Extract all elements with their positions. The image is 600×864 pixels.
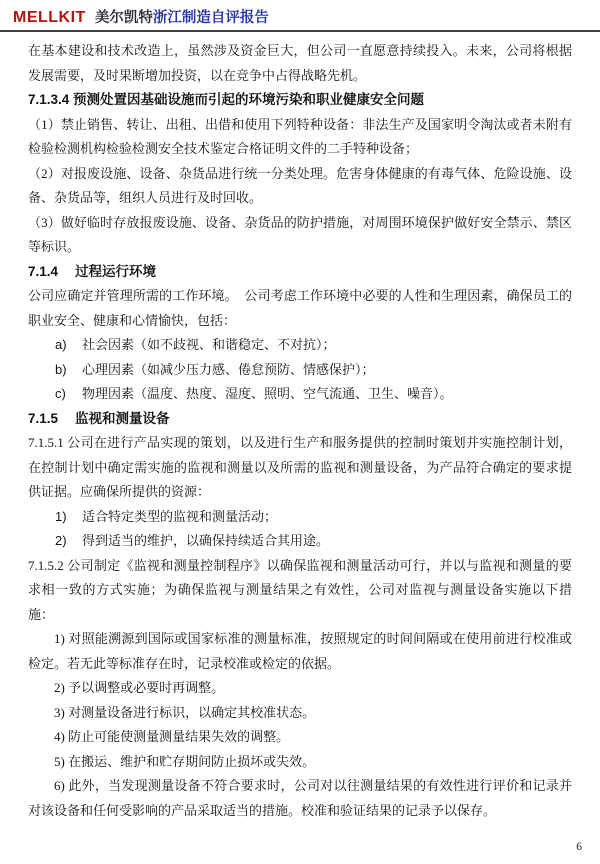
intro-paragraph: 在基本建设和技术改造上，虽然涉及资金巨大，但公司一直愿意持续投入。未来，公司将根据发展需要，及时果断增加投资，以在竞争中占得战略先机。: [28, 43, 572, 83]
company-logo: MELLKIT: [13, 9, 86, 26]
paragraph-7-1-5-2: 7.1.5.2 公司制定《监视和测量控制程序》以确保监视和测量活动可行，并以与监视和测量的要求相一致的方式实施；为确保监视与测量结果之有效性，公司对监视与测量设备实施以下措施：: [28, 557, 572, 622]
section-title: 监视和测量设备: [75, 410, 170, 426]
list-item: [55, 505, 572, 530]
section-heading-7-1-5: [28, 407, 572, 432]
list-item-label: 1): [55, 508, 67, 524]
item-paragraph-2: （2）对报废设施、设备、杂货品进行统一分类处理。危害身体健康的有毒气体、危险设施、设备、杂货品等，组织人员进行及时回收。: [28, 165, 572, 205]
measure-paragraph-3: 3) 对测量设备进行标识，以确定其校准状态。: [54, 704, 316, 720]
measure-paragraph-6: 6) 此外，当发现测量设备不符合要求时，公司对以往测量结果的有效性进行评价和记录并对该设备和任何受影响的产品采取适当的措施。校准和验证结果的记录予以保存。: [28, 778, 572, 818]
section-heading-7-1-4: [28, 260, 572, 285]
item-paragraph-1: （1）禁止销售、转让、出租、出借和使用下列特种设备：非法生产及国家明令淘汰或者未附有检验检测机构检验检测安全技术鉴定合格证明文件的二手特种设备；: [28, 116, 572, 156]
list-item-label: b): [55, 361, 67, 377]
item-paragraph-3: （3）做好临时存放报废设施、设备、杂货品的防护措施，对周围环境保护做好安全禁示、禁区等标识。: [28, 214, 572, 254]
document-body: [0, 32, 600, 823]
list-item: [55, 358, 572, 383]
brand-name: 美尔凯特: [94, 10, 153, 26]
list-item-text: 得到适当的维护，以确保持续适合其用途。: [82, 533, 330, 548]
list-item: [55, 529, 572, 554]
list-item-text: 心理因素（如减少压力感、倦怠预防、情感保护）；: [82, 361, 375, 377]
list-item-label: c): [55, 386, 66, 401]
list-item-label: 2): [55, 533, 67, 548]
list-item-text: 适合特定类型的监视和测量活动；: [82, 508, 278, 524]
page-header: [0, 0, 600, 27]
list-item-text: 物理因素（温度、热度、湿度、照明、空气流通、卫生、噪音）。: [82, 386, 453, 401]
section-title: 过程运行环境: [75, 263, 157, 279]
document-title: 浙江制造自评报告: [152, 10, 269, 26]
list-item: [55, 382, 572, 407]
measure-paragraph-2: 2) 予以调整或必要时再调整。: [54, 680, 225, 695]
list-item-text: 社会因素（如不歧视、和谐稳定、不对抗）；: [82, 337, 336, 352]
section-heading-7-1-3-4: 7.1.3.4 预测处置因基础设施而引起的环境污染和职业健康安全问题: [28, 92, 425, 107]
paragraph-7-1-4: 公司应确定并管理所需的工作环境。 公司考虑工作环境中必要的人性和生理因素，确保员工的职业安全、健康和心情愉快，包括：: [28, 288, 572, 328]
list-item-label: a): [55, 337, 67, 352]
measure-paragraph-4: 4) 防止可能使测量测量结果失效的调整。: [54, 729, 290, 744]
page-number: 6: [576, 841, 582, 853]
measure-paragraph-5: 5) 在搬运、维护和贮存期间防止损坏或失效。: [54, 753, 316, 769]
section-number: 7.1.4: [28, 263, 59, 279]
measure-paragraph-1: 1) 对照能溯源到国际或国家标准的测量标准，按照规定的时间间隔或在使用前进行校准或检定。若无此等标准存在时，记录校准或检定的依据。: [28, 631, 572, 671]
section-number: 7.1.5: [28, 410, 59, 426]
paragraph-7-1-5-1: 7.1.5.1 公司在进行产品实现的策划，以及进行生产和服务提供的控制时策划并实施控制计划，在控制计划中确定需实施的监视和测量以及所需的监视和测量设备，为产品符合确定的要求提供证据。应确保所提供的资源：: [28, 435, 572, 499]
list-item: [55, 333, 572, 358]
